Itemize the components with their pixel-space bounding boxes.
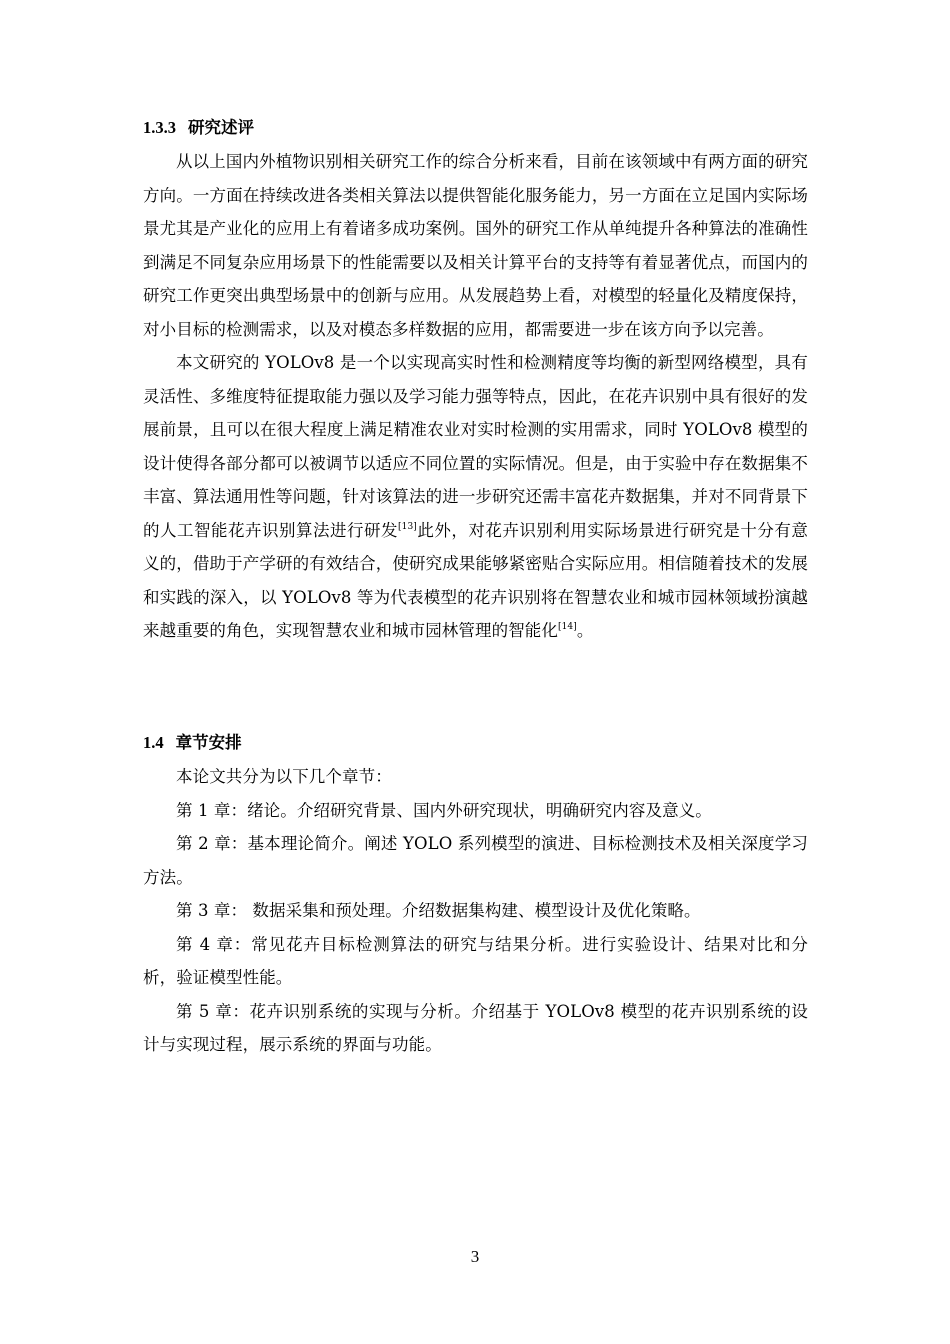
chapter-1: 第 1 章：绪论。介绍研究背景、国内外研究现状，明确研究内容及意义。 xyxy=(176,800,712,820)
paragraph-yolov8 xyxy=(143,346,808,648)
chapter-3: 第 3 章： 数据采集和预处理。介绍数据集构建、模型设计及优化策略。 xyxy=(176,901,701,920)
chapter-2: 第 2 章：基本理论简介。阐述 YOLO 系列模型的演进、目标检测技术及相关深度学习方法。 xyxy=(143,834,808,887)
section-heading-1-3-3 xyxy=(143,117,254,139)
paragraph-review: 从以上国内外植物识别相关研究工作的综合分析来看，目前在该领域中有两方面的研究方向。一方面在持续改进各类相关算法以提供智能化服务能力，另一方面在立足国内实际场景尤其是产业化的应用上有着诸多成功案例。国外的研究工作从单纯提升各种算法的准确性到满足不同复杂应用场景下的性能需要以及相关计算平台的支持等有着显著优点，而国内的研究工作更突出典型场景中的创新与应用。从发展趋势上看，对模型的轻量化及精度保持，对小目标的检测需求，以及对模态多样数据的应用，都需要进一步在该方向予以完善。 xyxy=(143,152,808,339)
chapter-intro: 本论文共分为以下几个章节： xyxy=(176,767,392,786)
paragraph-text: 本文研究的 YOLOv8 是一个以实现高实时性和检测精度等均衡的新型网络模型，具有灵活性、多维度特征提取能力强以及学习能力强等特点，因此，在花卉识别中具有很好的发展前景，且可以在很大程度上满足精准农业对实时检测的实用需求，同时 YOLOv8 模型的设计使得各部分都可以被调节以适应不同位置的实际情况。但是，由于实验中存在数据集不丰富、算法通用性等问题，针对该算法的进一步研究还需丰富花卉数据集，并对不同背景下的人工智能花卉识别算法进行研发 xyxy=(143,353,808,540)
chapter-4: 第 4 章：常见花卉目标检测算法的研究与结果分析。进行实验设计、结果对比和分析，验证模型性能。 xyxy=(143,934,808,987)
chapter-list xyxy=(143,760,808,1062)
paragraph-end: 。 xyxy=(576,621,594,640)
section-title: 章节安排 xyxy=(175,733,242,752)
review-body xyxy=(143,145,808,648)
section-title: 研究述评 xyxy=(188,118,254,137)
page-number: 3 xyxy=(470,1247,480,1266)
section-number: 1.4 xyxy=(143,733,164,752)
section-heading-1-4 xyxy=(143,732,242,754)
section-number: 1.3.3 xyxy=(143,118,176,137)
paragraph-text: 此外，对花卉识别利用实际场景进行研究是十分有意义的，借助于产学研的有效结合，使研究成果能够紧密贴合实际应用。相信随着技术的发展和实践的深入，以 YOLOv8 等为代表模型的花卉识别将在智慧农业和城市园林领域扮演越来越重要的角色，实现智慧农业和城市园林管理的智能化 xyxy=(143,520,808,640)
citation-13: [13] xyxy=(398,521,417,532)
citation-14: [14] xyxy=(558,622,577,632)
chapter-5: 第 5 章：花卉识别系统的实现与分析。介绍基于 YOLOv8 模型的花卉识别系统的设计与实现过程，展示系统的界面与功能。 xyxy=(143,1001,808,1054)
